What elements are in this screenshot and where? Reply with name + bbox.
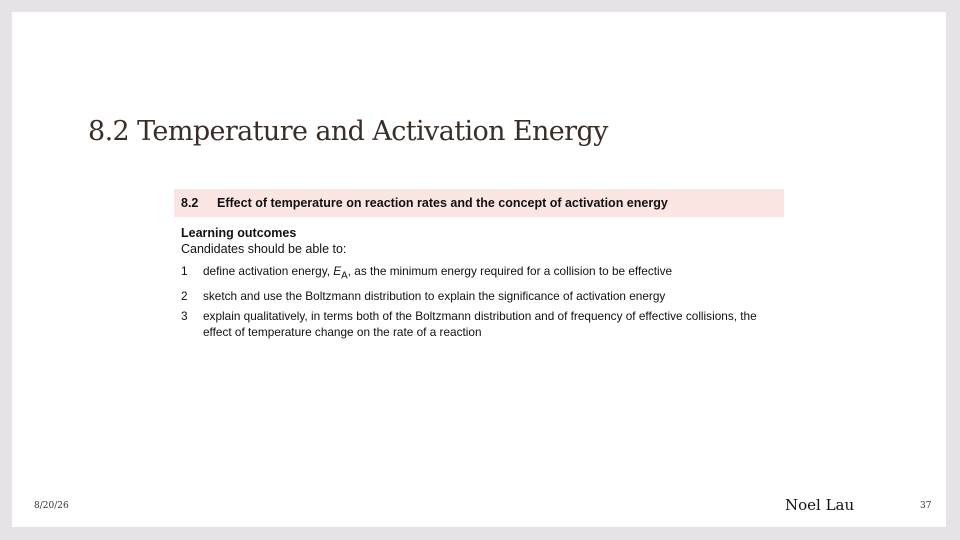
list-item [174, 308, 784, 340]
slide-number: 37 [920, 501, 932, 511]
section-header [174, 189, 784, 217]
section-number: 8.2 [181, 196, 199, 210]
slide-title: 8.2 Temperature and Activation Energy [88, 116, 608, 147]
activation-energy-subscript: A [341, 270, 348, 282]
outcome-text-start: define activation energy, [203, 264, 334, 278]
outcome-number: 2 [181, 289, 188, 304]
syllabus-excerpt [174, 189, 784, 344]
slide [12, 12, 946, 527]
outcome-text: explain qualitatively, in terms both of the Boltzmann distribution and of frequency of effective collisions, the effect of temperature change on the rate of a reaction [203, 309, 757, 340]
footer-date: 8/20/26 [34, 501, 69, 511]
outcome-number: 3 [181, 309, 188, 324]
outcome-number: 1 [181, 264, 188, 278]
outcome-text: sketch and use the Boltzmann distribution to explain the significance of activation energy [203, 289, 666, 304]
footer-author: Noel Lau [785, 496, 855, 514]
outcome-text [203, 263, 784, 284]
learning-outcomes-heading: Learning outcomes [181, 226, 297, 240]
list-item [174, 288, 784, 304]
outcome-text-end: , as the minimum energy required for a collision to be effective [347, 264, 673, 278]
list-item [174, 263, 784, 284]
section-title: Effect of temperature on reaction rates and the concept of activation energy [217, 196, 668, 210]
learning-outcomes-list [174, 263, 784, 340]
activation-energy-symbol: E [333, 264, 342, 278]
learning-outcomes-intro: Candidates should be able to: [181, 242, 347, 256]
